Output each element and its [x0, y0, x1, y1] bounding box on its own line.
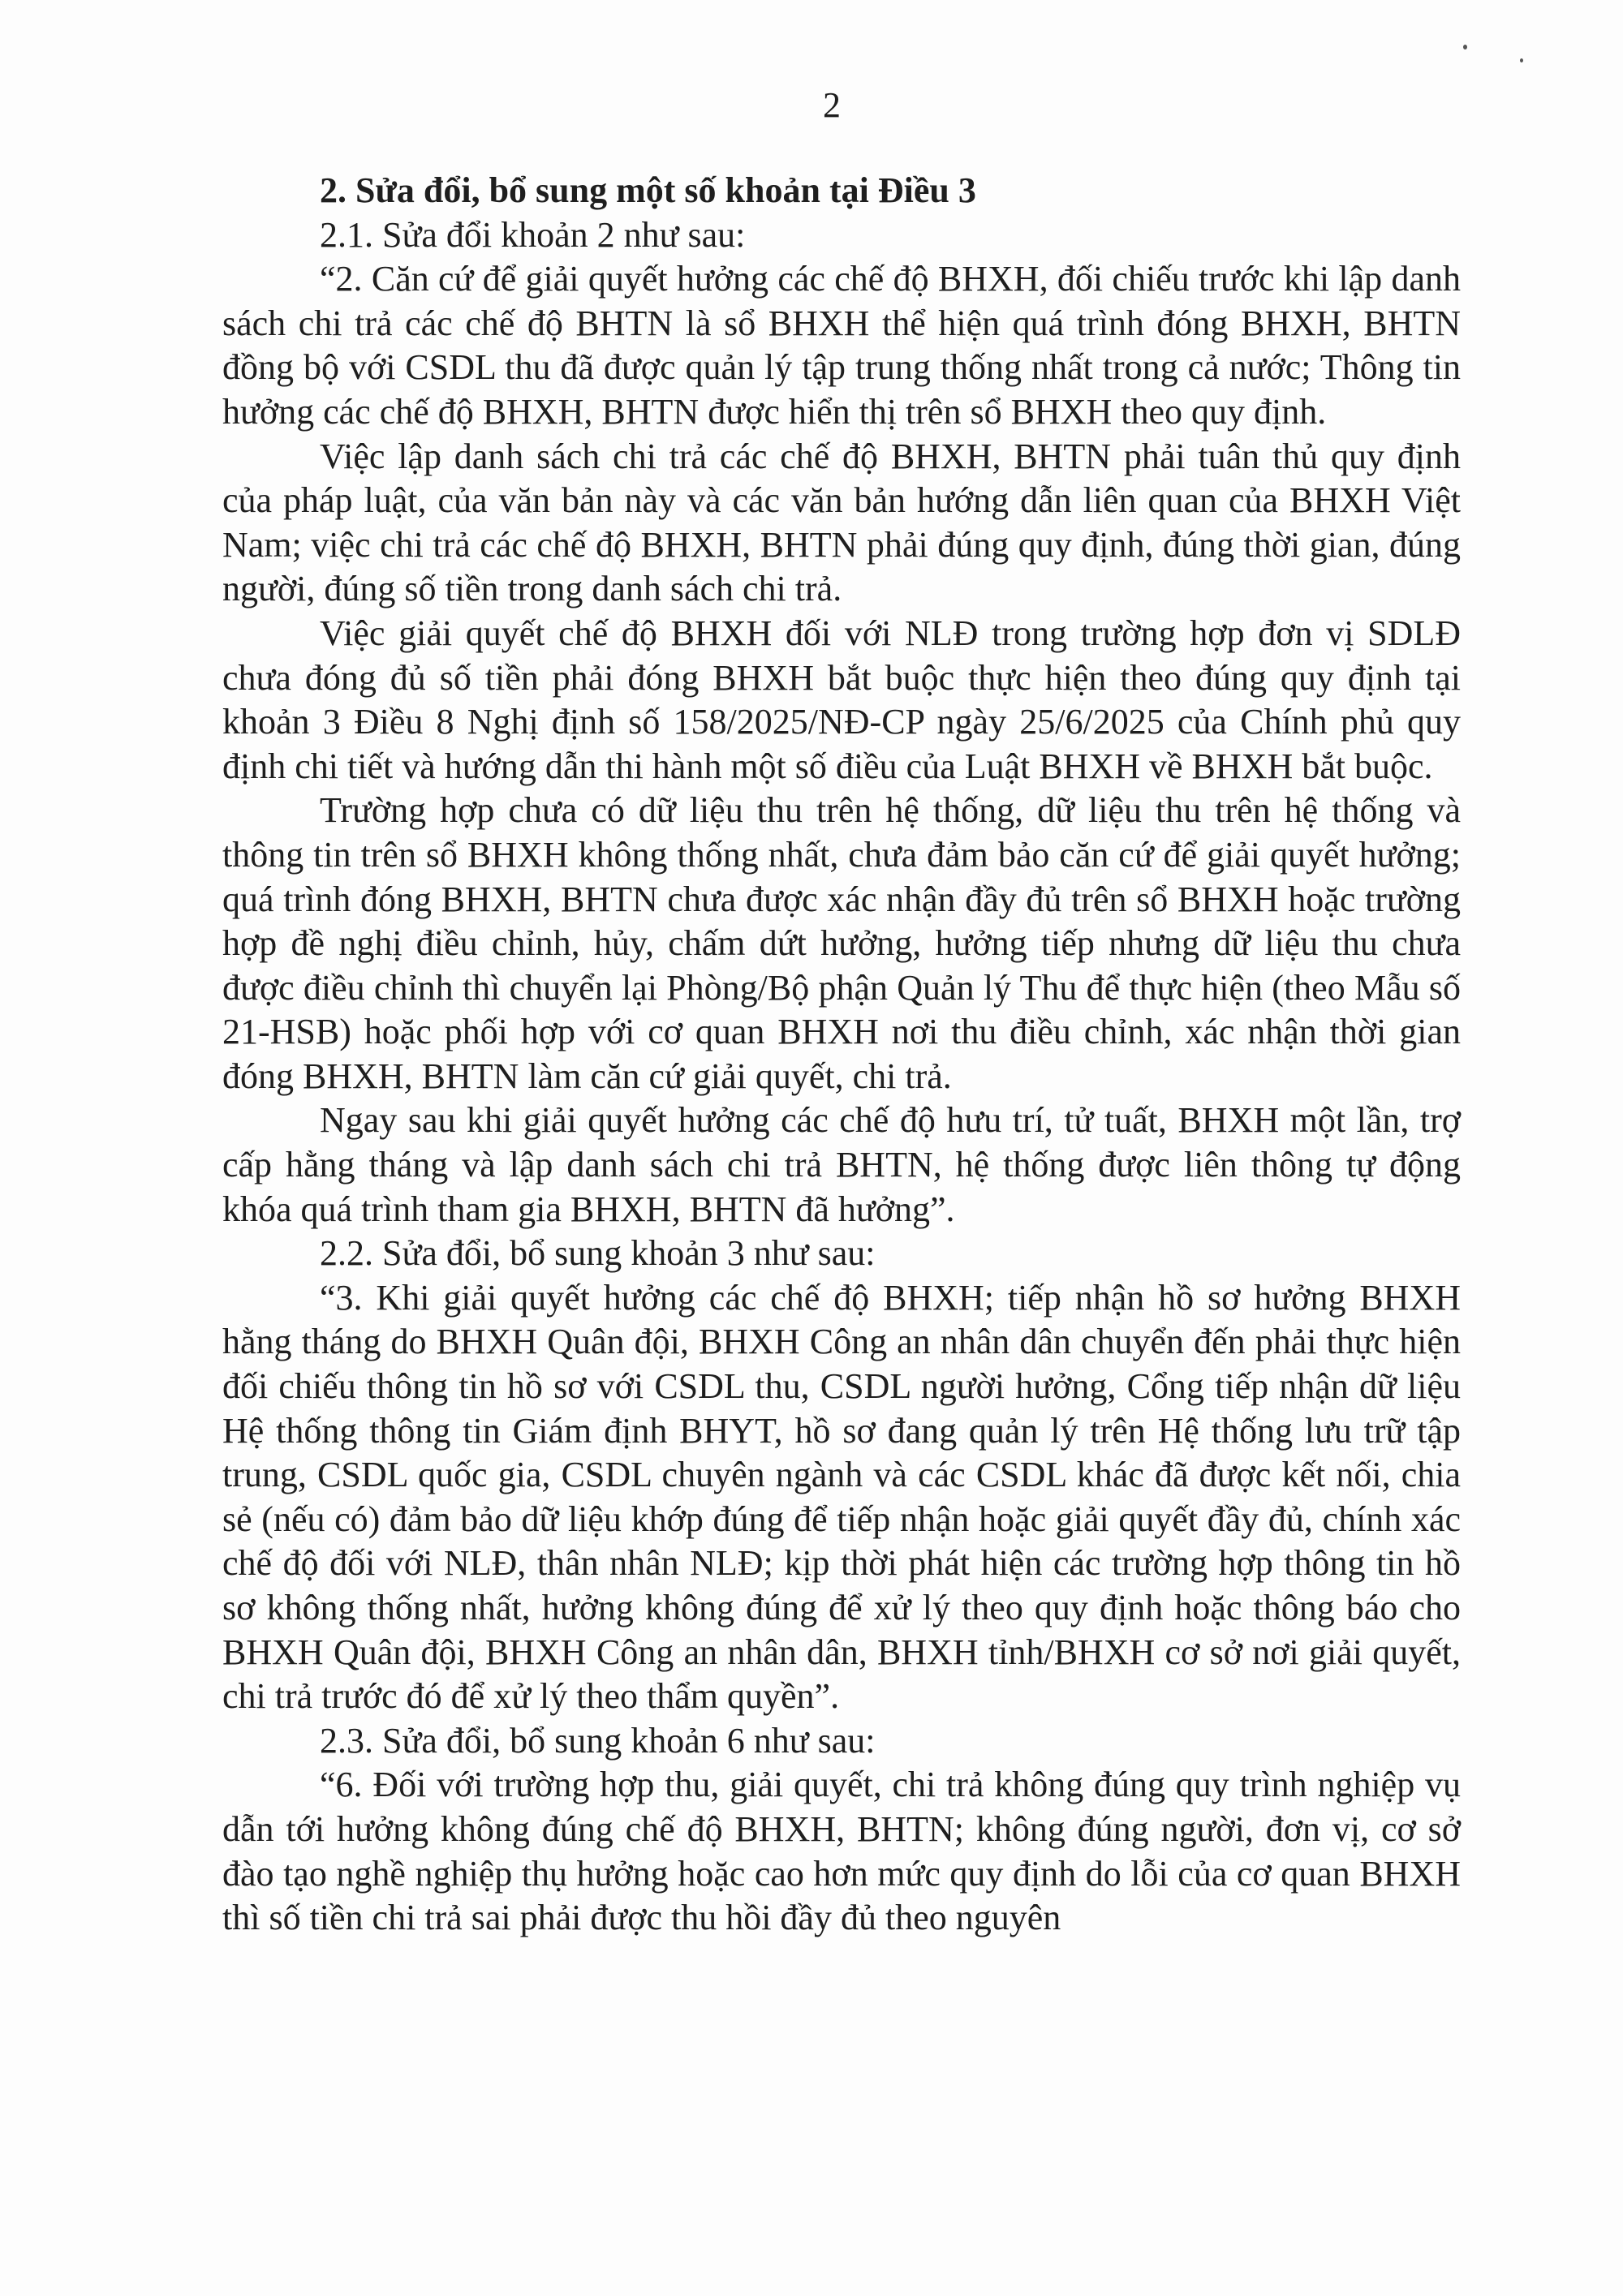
paragraph: Việc lập danh sách chi trả các chế độ BHXH, BHTN phải tuân thủ quy định của pháp luật, của văn bản này và các văn bản hướng dẫn liên quan của BHXH Việt Nam; việc chi trả các chế độ BHXH, BHTN phải đúng quy định, đúng thời gian, đúng người, đúng số tiền trong danh sách chi trả. — [222, 436, 1461, 609]
paragraph: Trường hợp chưa có dữ liệu thu trên hệ thống, dữ liệu thu trên hệ thống và thông tin trên sổ BHXH không thống nhất, chưa đảm bảo căn cứ để giải quyết hưởng; quá trình đóng BHXH, BHTN chưa được xác nhận đầy đủ trên sổ BHXH hoặc trường hợp đề nghị điều chỉnh, hủy, chấm dứt hưởng, hưởng tiếp nhưng dữ liệu thu chưa được điều chỉnh thì chuyển lại Phòng/Bộ phận Quản lý Thu để thực hiện (theo Mẫu số 21-HSB) hoặc phối hợp với cơ quan BHXH nơi thu điều chỉnh, xác nhận thời gian đóng BHXH, BHTN làm căn cứ giải quyết, chi trả. — [222, 790, 1461, 1096]
paragraph: “2. Căn cứ để giải quyết hưởng các chế độ BHXH, đối chiếu trước khi lập danh sách chi trả các chế độ BHTN là sổ BHXH thể hiện quá trình đóng BHXH, BHTN đồng bộ với CSDL thu đã được quản lý tập trung thống nhất trong cả nước; Thông tin hưởng các chế độ BHXH, BHTN được hiển thị trên sổ BHXH theo quy định. — [222, 259, 1461, 432]
subsection-2-1: 2.1. Sửa đổi khoản 2 như sau: — [320, 214, 746, 255]
subsection-2-2: 2.2. Sửa đổi, bổ sung khoản 3 như sau: — [320, 1233, 876, 1274]
scan-speck — [1520, 58, 1523, 62]
page-number: 2 — [823, 85, 841, 125]
paragraph: Ngay sau khi giải quyết hưởng các chế độ hưu trí, tử tuất, BHXH một lần, trợ cấp hằng tháng và lập danh sách chi trả BHTN, hệ thống được liên thông tự động khóa quá trình tham gia BHXH, BHTN đã hưởng”. — [222, 1100, 1461, 1229]
scan-speck — [1463, 45, 1467, 49]
subsection-2-3: 2.3. Sửa đổi, bổ sung khoản 6 như sau: — [320, 1720, 876, 1761]
section-heading: 2. Sửa đổi, bổ sung một số khoản tại Điều 3 — [320, 170, 976, 210]
paragraph: “3. Khi giải quyết hưởng các chế độ BHXH; tiếp nhận hồ sơ hưởng BHXH hằng tháng do BHXH Quân đội, BHXH Công an nhân dân chuyển đến phải thực hiện đối chiếu thông tin hồ sơ với CSDL thu, CSDL người hưởng, Cổng tiếp nhận dữ liệu Hệ thống thông tin Giám định BHYT, hồ sơ đang quản lý trên Hệ thống lưu trữ tập trung, CSDL quốc gia, CSDL chuyên ngành và các CSDL khác đã được kết nối, chia sẻ (nếu có) đảm bảo dữ liệu khớp đúng để tiếp nhận hoặc giải quyết đầy đủ, chính xác chế độ đối với NLĐ, thân nhân NLĐ; kịp thời phát hiện các trường hợp thông tin hồ sơ không thống nhất, hưởng không đúng để xử lý theo quy định hoặc thông báo cho BHXH Quân đội, BHXH Công an nhân dân, BHXH tỉnh/BHXH cơ sở nơi giải quyết, chi trả trước đó để xử lý theo thẩm quyền”. — [222, 1277, 1461, 1717]
paragraph: “6. Đối với trường hợp thu, giải quyết, chi trả không đúng quy trình nghiệp vụ dẫn tới hưởng không đúng chế độ BHXH, BHTN; không đúng người, đơn vị, cơ sở đào tạo nghề nghiệp thụ hưởng hoặc cao hơn mức quy định do lỗi của cơ quan BHXH thì số tiền chi trả sai phải được thu hồi đầy đủ theo nguyên — [222, 1765, 1461, 1938]
paragraph: Việc giải quyết chế độ BHXH đối với NLĐ trong trường hợp đơn vị SDLĐ chưa đóng đủ số tiền phải đóng BHXH bắt buộc thực hiện theo đúng quy định tại khoản 3 Điều 8 Nghị định số 158/2025/NĐ-CP ngày 25/6/2025 của Chính phủ quy định chi tiết và hướng dẫn thi hành một số điều của Luật BHXH về BHXH bắt buộc. — [222, 613, 1461, 786]
document-body — [222, 169, 1461, 1941]
